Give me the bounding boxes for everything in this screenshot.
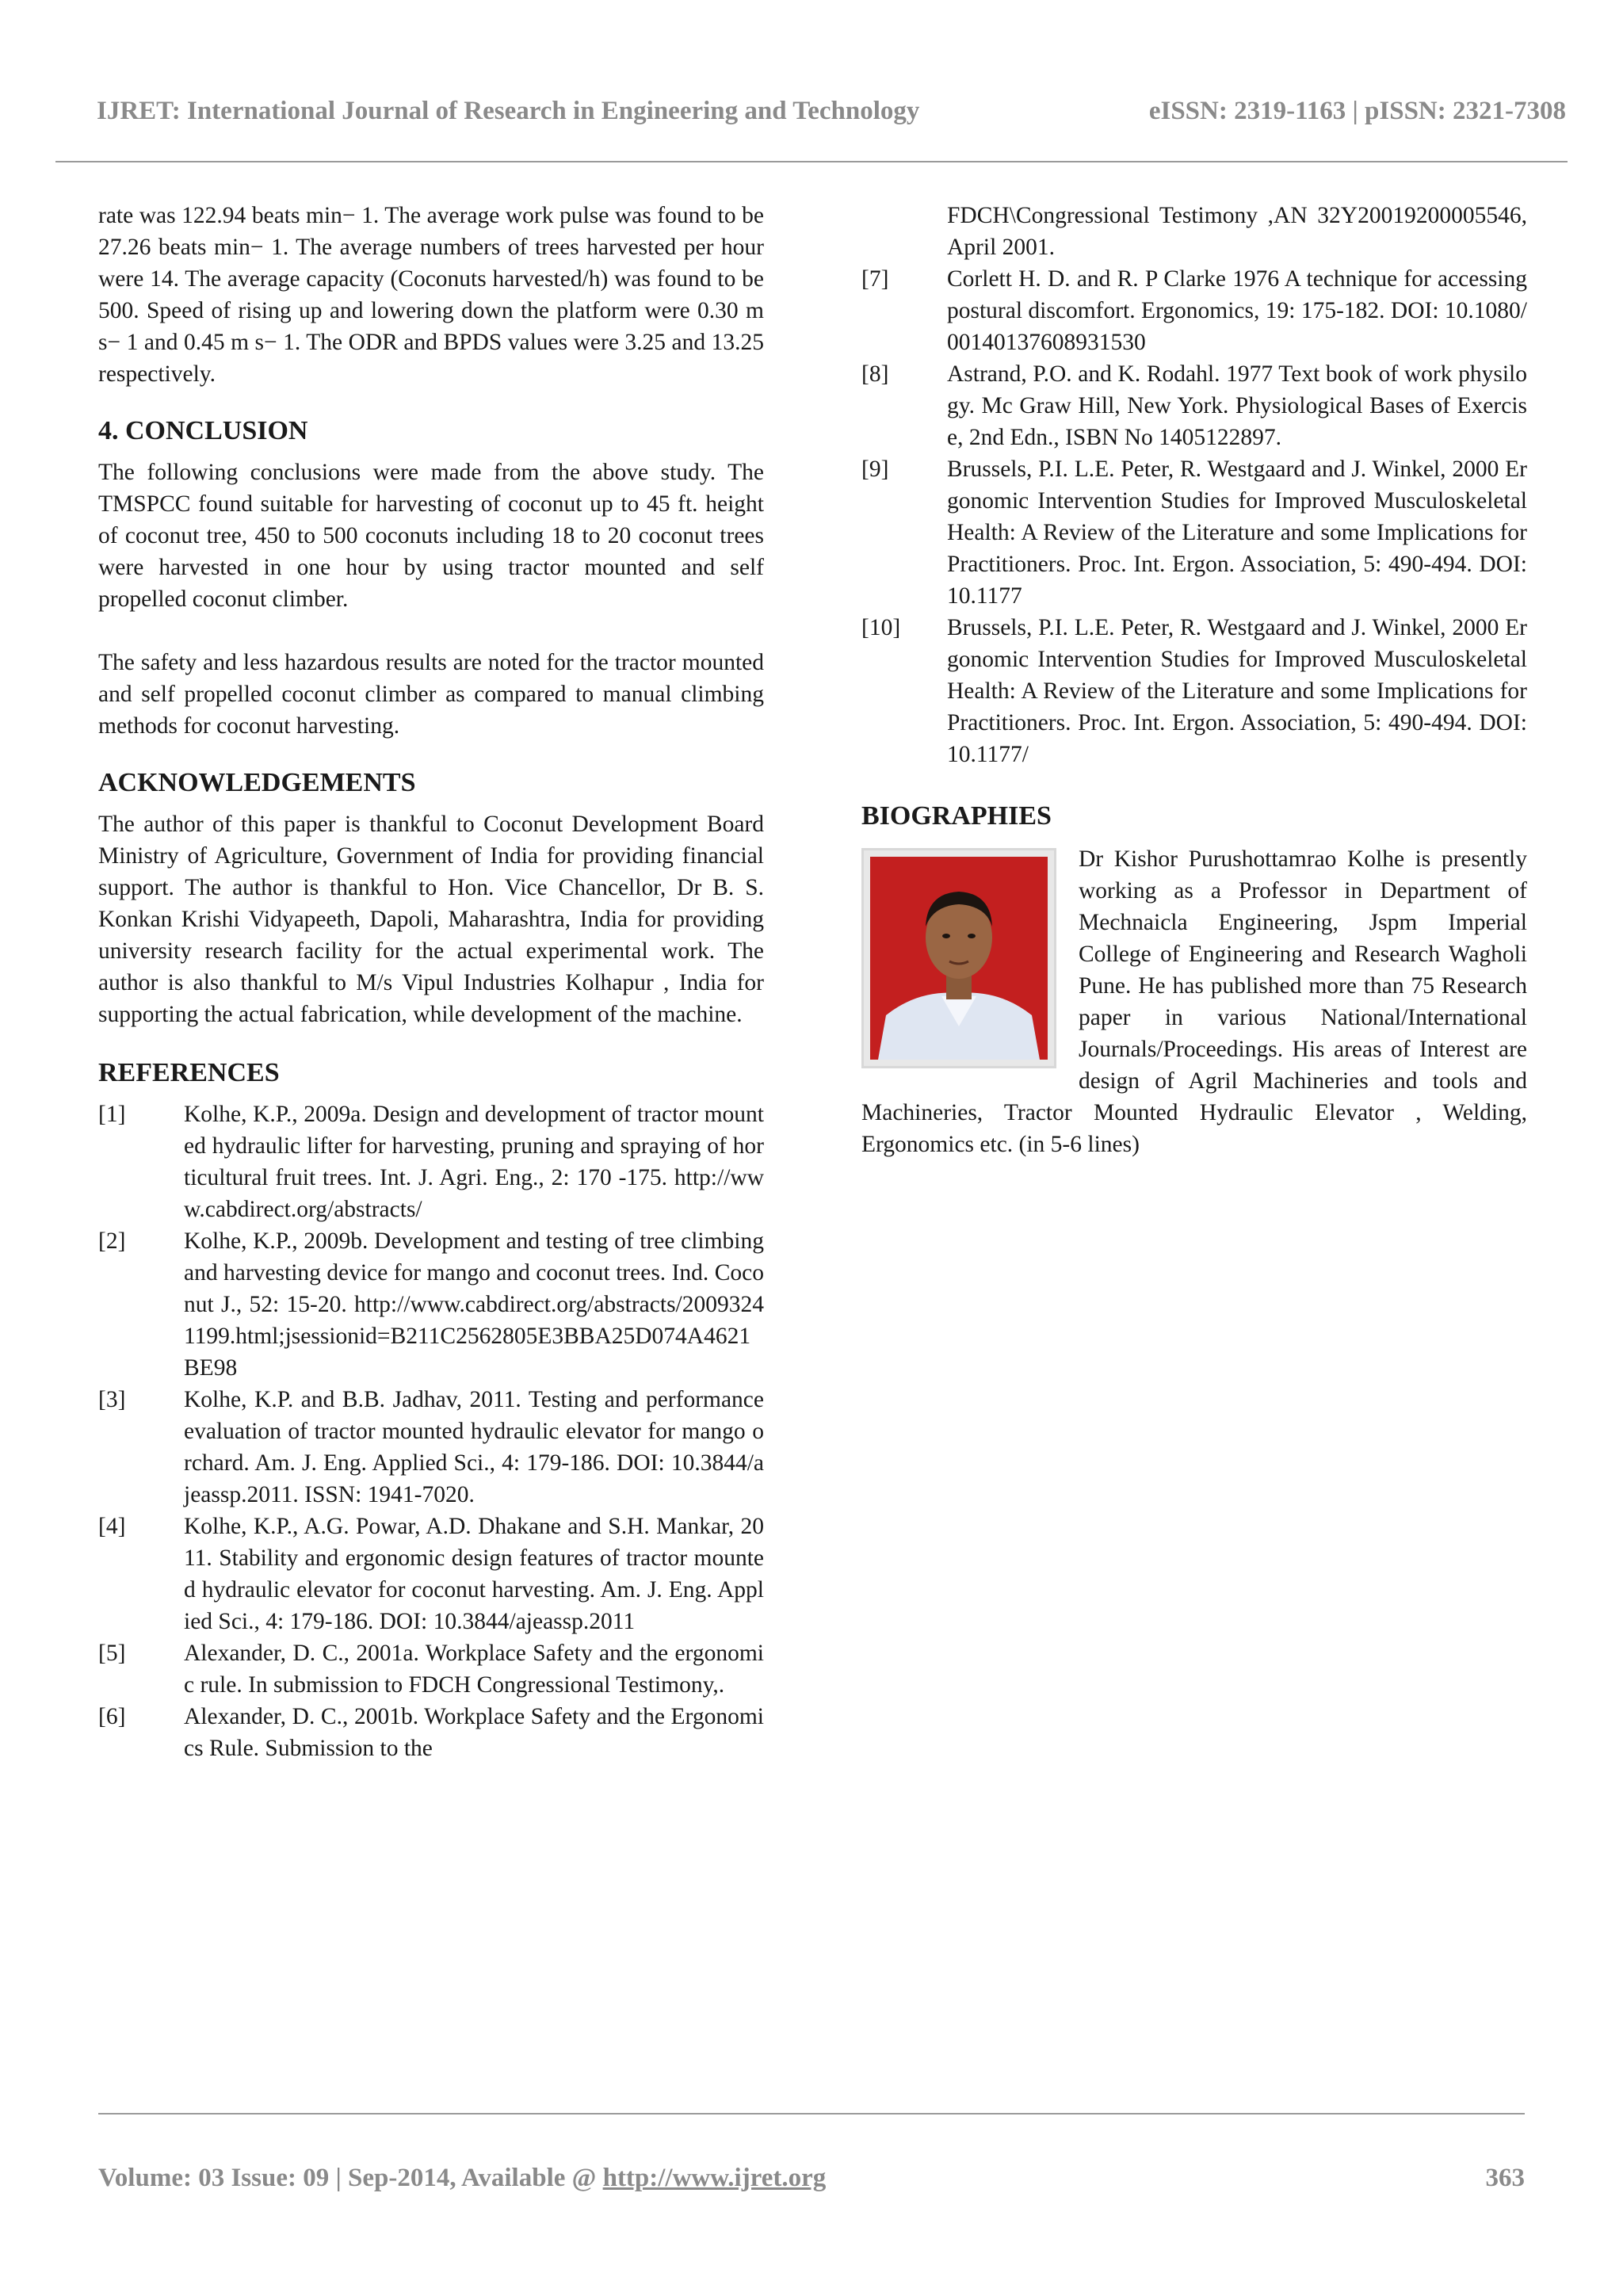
- reference-text: FDCH\Congressional Testimony ,AN 32Y20019200005546,April 2001.: [947, 203, 1527, 260]
- reference-text: Brussels, P.I. L.E. Peter, R. Westgaard and J. Winkel, 2000 Ergonomic Intervention Studies for Improved Musculoskeletal Health: A Review of the Literature and some Implications for Practitioners. Proc. Int. Ergon. Association, 5: 490-494. DOI: 10.1177/: [947, 615, 1527, 767]
- author-photo: [861, 848, 1056, 1068]
- journal-title: IJRET: International Journal of Research in Engineering and Technology: [97, 97, 920, 125]
- reference-number: [8]: [861, 361, 889, 387]
- reference-text: Corlett H. D. and R. P Clarke 1976 A technique for accessing postural discomfort. Ergonomics, 19: 175-182. DOI: 10.1080/00140137608931530: [947, 266, 1527, 355]
- reference-text: Alexander, D. C., 2001b. Workplace Safety and the Ergonomics Rule. Submission to the: [184, 1704, 764, 1761]
- references-heading: REFERENCES: [98, 1058, 280, 1087]
- reference-item: [98, 1511, 764, 1637]
- conclusion-heading: 4. CONCLUSION: [98, 416, 308, 445]
- reference-number: [3]: [98, 1387, 126, 1412]
- reference-number: [7]: [861, 266, 889, 292]
- reference-text: Alexander, D. C., 2001a. Workplace Safety and the ergonomic rule. In submission to FDCH Congressional Testimony,.: [184, 1641, 764, 1698]
- reference-number: [2]: [98, 1228, 126, 1254]
- right-column: [861, 200, 1527, 1160]
- left-column: [98, 200, 764, 1764]
- footer-volume-text: Volume: 03 Issue: 09 | Sep-2014, Available @: [98, 2164, 603, 2192]
- biography-block: [861, 843, 1527, 1160]
- issn-info: eISSN: 2319-1163 | pISSN: 2321-7308: [1148, 97, 1566, 125]
- conclusion-paragraph-2: The safety and less hazardous results are noted for the tractor mounted and self propelled coconut climber as compared to manual climbing methods for coconut harvesting.: [98, 650, 764, 739]
- reference-item: [98, 1384, 764, 1511]
- page-number: 363: [1485, 2164, 1525, 2192]
- reference-text: Astrand, P.O. and K. Rodahl. 1977 Text book of work physilogy. Mc Graw Hill, New York. Physiological Bases of Exercise, 2nd Edn., ISBN No 1405122897.: [947, 361, 1527, 450]
- author-portrait-illustration: [870, 857, 1048, 1060]
- results-paragraph: rate was 122.94 beats min− 1. The average work pulse was found to be 27.26 beats min− 1. The average numbers of trees harvested per hour were 14. The average capacity (Coconuts harvested/h) was found to be 500. Speed of rising up and lowering down the platform were 0.30 m s− 1 and 0.45 m s− 1. The ODR and BPDS values were 3.25 and 13.25 respectively.: [98, 203, 764, 387]
- header-rule: [55, 161, 1568, 162]
- reference-item: [98, 1701, 764, 1764]
- reference-text: Kolhe, K.P., 2009b. Development and testing of tree climbing and harvesting device for mango and coconut trees. Ind. Coconut J., 52: 15-20. http://www.cabdirect.org/abstracts/20093241199.html;jsessionid=B211C2562805E3BBA25D074A4621BE98: [184, 1228, 764, 1381]
- reference-number: [5]: [98, 1641, 126, 1666]
- footer-volume-info: [98, 2164, 826, 2193]
- acknowledgements-heading: ACKNOWLEDGEMENTS: [98, 768, 416, 797]
- footer-rule: [98, 2113, 1525, 2115]
- biographies-heading: BIOGRAPHIES: [861, 801, 1052, 831]
- reference-item: [98, 1098, 764, 1225]
- reference-item: [861, 612, 1527, 770]
- reference-list: [98, 1098, 764, 1764]
- reference-number: [1]: [98, 1102, 126, 1127]
- reference-continuation: [861, 200, 1527, 263]
- reference-number: [9]: [861, 457, 889, 482]
- reference-number: [6]: [98, 1704, 126, 1729]
- reference-text: Kolhe, K.P. and B.B. Jadhav, 2011. Testing and performance evaluation of tractor mounted hydraulic elevator for mango orchard. Am. J. Eng. Applied Sci., 4: 179-186. DOI: 10.3844/ajeassp.2011. ISSN: 1941-7020.: [184, 1387, 764, 1507]
- reference-text: Kolhe, K.P., 2009a. Design and development of tractor mounted hydraulic lifter for harvesting, pruning and spraying of horticultural fruit trees. Int. J. Agri. Eng., 2: 170 -175. http://www.cabdirect.org/abstracts/: [184, 1102, 764, 1222]
- acknowledgements-text: The author of this paper is thankful to Coconut Development Board Ministry of Agriculture, Government of India for providing financial support. The author is thankful to Hon. Vice Chancellor, Dr B. S. Konkan Krishi Vidyapeeth, Dapoli, Maharashtra, India for providing university research facility for the actual experimental work. The author is also thankful to M/s Vipul Industries Kolhapur , India for supporting the actual fabrication, while development of the machine.: [98, 812, 764, 1027]
- journal-url-link[interactable]: http://www.ijret.org: [602, 2164, 827, 2192]
- reference-item: [861, 358, 1527, 453]
- reference-number: [10]: [861, 615, 901, 640]
- reference-item: [861, 453, 1527, 612]
- reference-item: [861, 263, 1527, 358]
- conclusion-paragraph-1: The following conclusions were made from the above study. The TMSPCC found suitable for harvesting of coconut up to 45 ft. height of coconut tree, 450 to 500 coconuts including 18 to 20 coconut trees were harvested in one hour by using tractor mounted and self propelled coconut climber.: [98, 460, 764, 612]
- reference-item: [98, 1225, 764, 1384]
- biography-text: Dr Kishor Purushottamrao Kolhe is presently working as a Professor in Department of Mechnaicla Engineering, Jspm Imperial College of Engineering and Research Wagholi Pune. He has published more than 75 Research paper in various National/International Journals/Proceedings. His areas of Interest are design of Agril Machineries and tools and Machineries, Tractor Mounted Hydraulic Elevator , Welding, Ergonomics etc. (in 5-6 lines): [861, 846, 1527, 1157]
- reference-number: [4]: [98, 1514, 126, 1539]
- reference-item: [98, 1637, 764, 1701]
- reference-text: Kolhe, K.P., A.G. Powar, A.D. Dhakane and S.H. Mankar, 2011. Stability and ergonomic design features of tractor mounted hydraulic elevator for coconut harvesting. Am. J. Eng. Applied Sci., 4: 179-186. DOI: 10.3844/ajeassp.2011: [184, 1514, 764, 1634]
- reference-text: Brussels, P.I. L.E. Peter, R. Westgaard and J. Winkel, 2000 Ergonomic Intervention Studies for Improved Musculoskeletal Health: A Review of the Literature and some Implications for Practitioners. Proc. Int. Ergon. Association, 5: 490-494. DOI: 10.1177: [947, 457, 1527, 609]
